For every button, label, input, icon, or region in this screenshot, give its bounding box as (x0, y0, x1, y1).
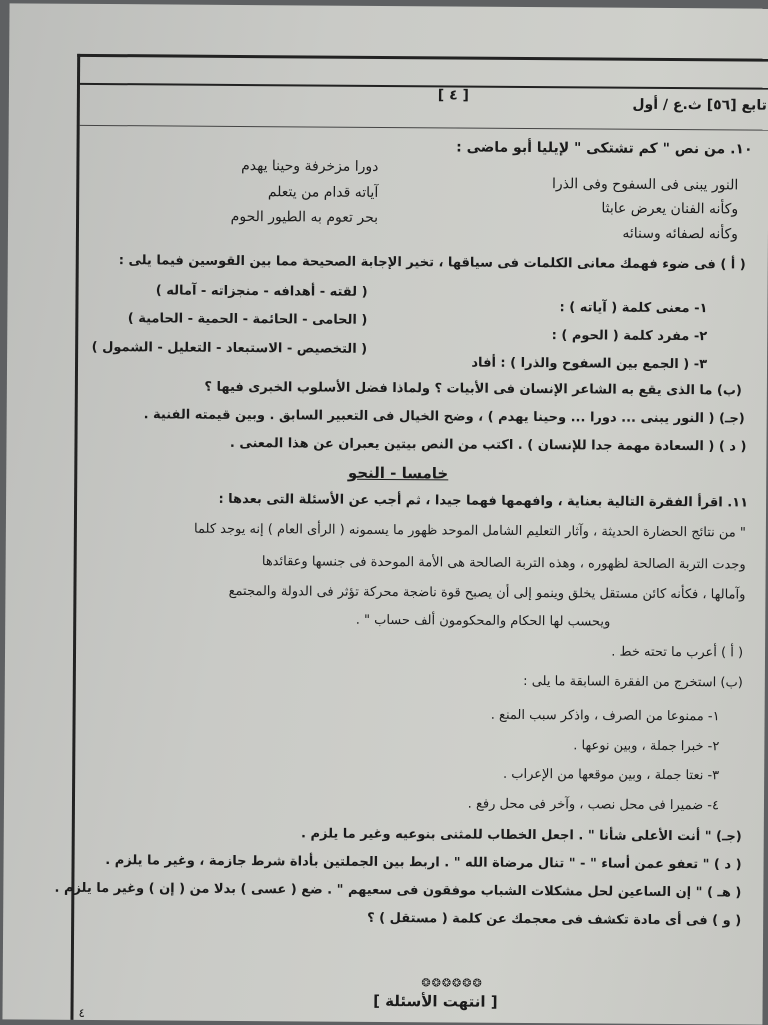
q11-head: ١١. اقرأ الفقرة التالية بعناية ، وافهمها فهما جيدا ، ثم أجب عن الأسئلة التى بعدها : (218, 491, 749, 511)
q11-c: (جـ) " أنت الأعلى شأنا " . اجعل الخطاب للمثنى بنوعيه وغير ما يلزم . (300, 826, 742, 845)
q10-c: (جـ) ( النور يبنى ... دورا ... وحينا يهدم ) ، وضح الخيال فى التعبير السابق . وبين قيمته الفنية . (143, 407, 745, 427)
paragraph-line-1: " من نتائج الحضارة الحديثة ، وآثار التعليم الشامل الموحد ظهور ما يسمونه ( الرأى العام ) إنه يوجد كلما (194, 521, 746, 541)
header-rule-lower (80, 125, 768, 131)
q10-a-head: ( أ ) فى ضوء فهمك معانى الكلمات فى سياقها ، تخير الإجابة الصحيحة مما بين القوسين فيما يلى : (118, 253, 746, 273)
section-title: خامسا - النحو (347, 463, 449, 483)
q10-b: (ب) ما الذى يقع به الشاعر الإنسان فى الأبيات ؟ ولماذا فضل الأسلوب الخبرى فيها ؟ (204, 379, 742, 399)
q11-e: ( هـ ) " إن الساعين لحل مشكلات الشباب موفقون فى سعيهم " . ضع ( عسى ) بدلا من ( إن ) وغير ما يلزم . (54, 880, 742, 901)
q11-d: ( د ) " تعفو عمن أساء " - " تنال مرضاة الله " . اربط بين الجملتين بأداة شرط جازمة ، وغير ما يلزم . (105, 853, 742, 873)
q10-a3-question: ٣- ( الجمع بين السفوح والذرا ) : أفاد (471, 355, 708, 373)
q11-b-item-3: ٣- نعتا جملة ، وبين موقعها من الإعراب . (502, 766, 720, 784)
q10-title: ١٠. من نص " كم تشتكى " لإيليا أبو ماضى : (456, 139, 753, 158)
exam-page (2, 3, 768, 1024)
q10-a3-options: ( التخصيص - الاستبعاد - التعليل - الشمول ) (91, 339, 368, 357)
q10-a1-options: ( لقته - أهدافه - منجزاته - آماله ) (155, 283, 368, 300)
poem-line-2-right: وكأنه الفنان يعرض عابثا (601, 200, 739, 218)
q10-a1-question: ١- معنى كلمة ( آياته ) : (559, 300, 708, 317)
poem-line-1-left: دورا مزخرفة وحينا يهدم (241, 157, 379, 175)
end-of-questions: [ انتهت الأسئلة ] (373, 991, 498, 1011)
paragraph-line-2: وجدت التربة الصالحة لظهوره ، وهذه التربة الصالحة هى الأمة الموحدة فى جنسها وعقائدها (261, 554, 746, 573)
q11-b-item-1: ١- ممنوعا من الصرف ، واذكر سبب المنع . (490, 707, 720, 725)
q11-f: ( و ) فى أى مادة تكشف فى معجمك عن كلمة ( مستقل ) ؟ (367, 910, 742, 929)
page-box: [ ٤ ] (437, 87, 469, 104)
q11-a: ( أ ) أعرب ما تحته خط . (611, 644, 744, 661)
q11-b-item-4: ٤- ضميرا فى محل نصب ، وآخر فى محل رفع . (467, 796, 720, 814)
poem-line-3-left: بحر تعوم به الطيور الحوم (230, 208, 379, 226)
footer-ornament: ❂❂❂❂❂❂ (421, 976, 483, 990)
page-number: ٤ (78, 1005, 86, 1020)
q10-d: ( د ) ( السعادة مهمة جدا للإنسان ) . اكتب من النص بيتين يعبران عن هذا المعنى . (229, 435, 747, 455)
q11-b-head: (ب) استخرج من الفقرة السابقة ما يلى : (523, 673, 743, 691)
exam-code: تابع [٥٦] ث.ع / أول (632, 96, 767, 114)
paragraph-line-3: وآمالها ، فكأنه كائن مستقل يخلق وينمو إلى أن يصبح قوة ناضجة محركة تؤثر فى الدولة والمجتمع (228, 583, 746, 603)
q11-b-item-2: ٢- خبرا جملة ، وبين نوعها . (573, 738, 720, 755)
poem-line-1-right: النور يبنى فى السفوح وفى الذرا (551, 176, 739, 194)
q10-a2-options: ( الحامى - الحائمة - الحمية - الحامية ) (127, 311, 368, 328)
header-rule (80, 83, 768, 90)
poem-line-2-left: آياته قدام من يتعلم (267, 184, 379, 201)
paragraph-line-4: ويحسب لها الحكام والمحكومون ألف حساب " . (355, 612, 611, 630)
poem-line-3-right: وكأنه لصفائه وسنائه (622, 225, 739, 243)
q10-a2-question: ٢- مفرد كلمة ( الحوم ) : (551, 328, 708, 345)
